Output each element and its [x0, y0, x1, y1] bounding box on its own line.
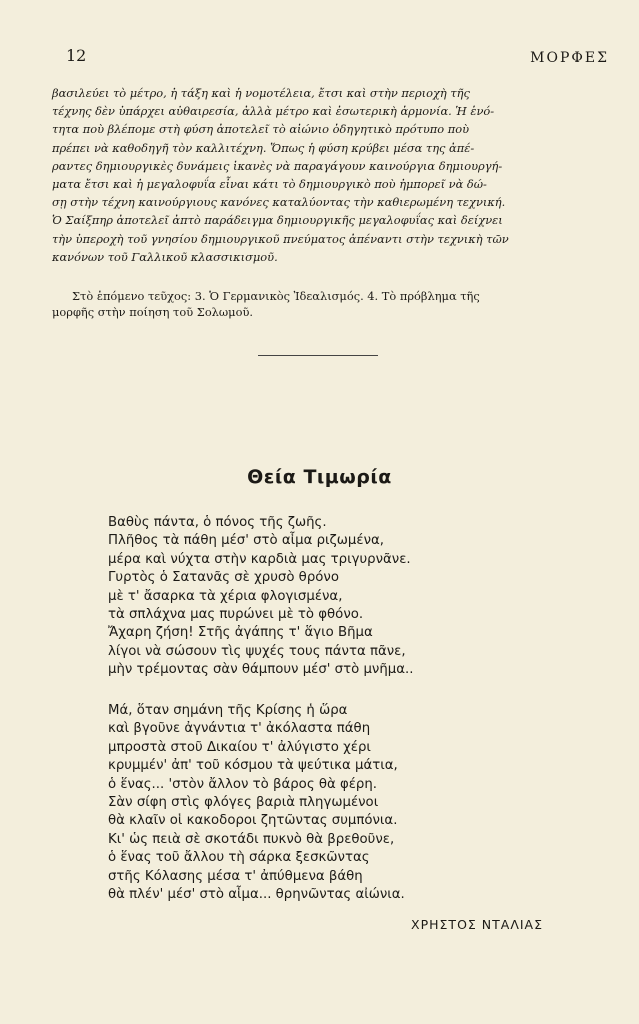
prose-line: κανόνων τοῦ Γαλλικοῦ κλασσικισμοῦ.: [52, 249, 278, 264]
poem-line: Ἄχαρη ζήση! Στῆς ἀγάπης τ' ἅγιο Βῆμα: [108, 625, 373, 641]
essay-paragraph: [52, 84, 622, 266]
poem-line: Γυρτὸς ὁ Σατανᾶς σὲ χρυσὸ θρόνο: [108, 570, 339, 586]
note-line: μορφῆς στὴν ποίηση τοῦ Σολωμοῦ.: [52, 305, 253, 319]
prose-line: πρέπει νὰ καθοδηγῆ τὸν καλλιτέχνη. Ὅπως ἡ φύση κρύβει μέσα της ἀπέ-: [52, 140, 475, 155]
prose-line: τέχνης δὲν ὑπάρχει αὐθαιρεσία, ἀλλὰ μέτρο καὶ ἐσωτερικὴ ἁρμονία. Ἡ ἑνό-: [52, 104, 495, 119]
prose-line: τὴν ὑπεροχὴ τοῦ γνησίου δημιουργικοῦ πνεύματος ἀπέναντι στὴν τεχνικὴ τῶν: [52, 231, 509, 246]
prose-line: βασιλεύει τὸ μέτρο, ἡ τάξη καὶ ἡ νομοτέλεια, ἔτσι καὶ στὴν περιοχὴ τῆς: [52, 86, 470, 100]
poem-line: μὲ τ' ἄσαρκα τὰ χέρια φλογισμένα,: [108, 588, 343, 604]
poem-line: Κι' ὡς πειὰ σὲ σκοτάδι πυκνὸ θὰ βρεθοῦνε,: [108, 831, 395, 847]
poem-line: μὴν τρέμοντας σὰν θάμπουν μέσ' στὸ μνῆμα..: [108, 662, 414, 678]
poem-line: Πλῆθος τὰ πάθη μέσ' στὸ αἷμα ριζωμένα,: [108, 533, 384, 549]
poem-line: Μά, ὅταν σημάνη τῆς Κρίσης ἡ ὥρα: [108, 703, 348, 718]
prose-line: ραντες δημιουργικὲς δυνάμεις ἱκανὲς νὰ παραγάγουν καινούργια δημιουργή-: [52, 158, 503, 173]
poem-stanza-2: [108, 702, 608, 904]
poem-line: λίγοι νὰ σώσουν τὶς ψυχές τους πάντα πᾶνε,: [108, 643, 406, 659]
prose-line: Ὁ Σαίξπηρ ἀποτελεῖ ἀπτὸ παράδειγμα δημιουργικῆς μεγαλοφυΐας καὶ δείχνει: [52, 213, 503, 228]
prose-line: ματα ἔτσι καὶ ἡ μεγαλοφυΐα εἶναι κάτι τὸ δημιουργικὸ ποὺ ἠμπορεῖ νὰ δώ-: [52, 177, 487, 192]
author-signature: ΧΡΗΣΤΟΣ ΝΤΑΛΙΑΣ: [411, 917, 543, 932]
section-divider: [258, 355, 378, 356]
poem-stanza-1: [108, 514, 608, 680]
page-number: 12: [66, 46, 87, 65]
poem-line: στῆς Κόλασης μέσα τ' ἀπύθμενα βάθη: [108, 868, 363, 884]
poem-line: καὶ βγοῦνε ἀγνάντια τ' ἀκόλαστα πάθη: [108, 721, 371, 737]
poem-line: θὰ πλέν' μέσ' στὸ αἷμα... θρηνῶντας αἰώνια.: [108, 887, 405, 903]
poem-title: Θεία Τιμωρία: [247, 466, 392, 488]
running-head: ΜΟΡΦΕΣ: [530, 50, 609, 66]
poem-line: ὁ ἕνας τοῦ ἄλλου τὴ σάρκα ξεσκῶντας: [108, 850, 370, 866]
poem-line: μπροστὰ στοῦ Δικαίου τ' ἀλύγιστο χέρι: [108, 739, 371, 755]
prose-line: σῃ στὴν τέχνη καινούργιους κανόνες καταλύοντας τὴν καθιερωμένη τεχνική.: [52, 195, 506, 210]
poem-line: Σὰν σίφη στὶς φλόγες βαριὰ πληγωμένοι: [108, 795, 379, 811]
next-issue-note: [52, 288, 622, 320]
poem-line: ὁ ἕνας... 'στὸν ἄλλον τὸ βάρος θὰ φέρη.: [108, 776, 378, 792]
prose-line: τητα ποὺ βλέπομε στὴ φύση ἀποτελεῖ τὸ αἰώνιο ὁδηγητικὸ πρότυπο ποὺ: [52, 122, 470, 137]
poem-line: μέρα καὶ νύχτα στὴν καρδιὰ μας τριγυρνᾶνε.: [108, 551, 411, 567]
poem-line: τὰ σπλάχνα μας πυρώνει μὲ τὸ φθόνο.: [108, 607, 364, 623]
note-line: Στὸ ἑπόμενο τεῦχος: 3. Ὁ Γερμανικὸς Ἰδεαλισμός. 4. Τὸ πρόβλημα τῆς: [72, 289, 480, 303]
poem-line: θὰ κλαῖν οἱ κακοδοροι ζητῶντας συμπόνια.: [108, 813, 398, 829]
poem-line: Βαθὺς πάντα, ὁ πόνος τῆς ζωῆς.: [108, 515, 327, 530]
poem-line: κρυμμέν' ἀπ' τοῦ κόσμου τὰ ψεύτικα μάτια,: [108, 758, 398, 774]
